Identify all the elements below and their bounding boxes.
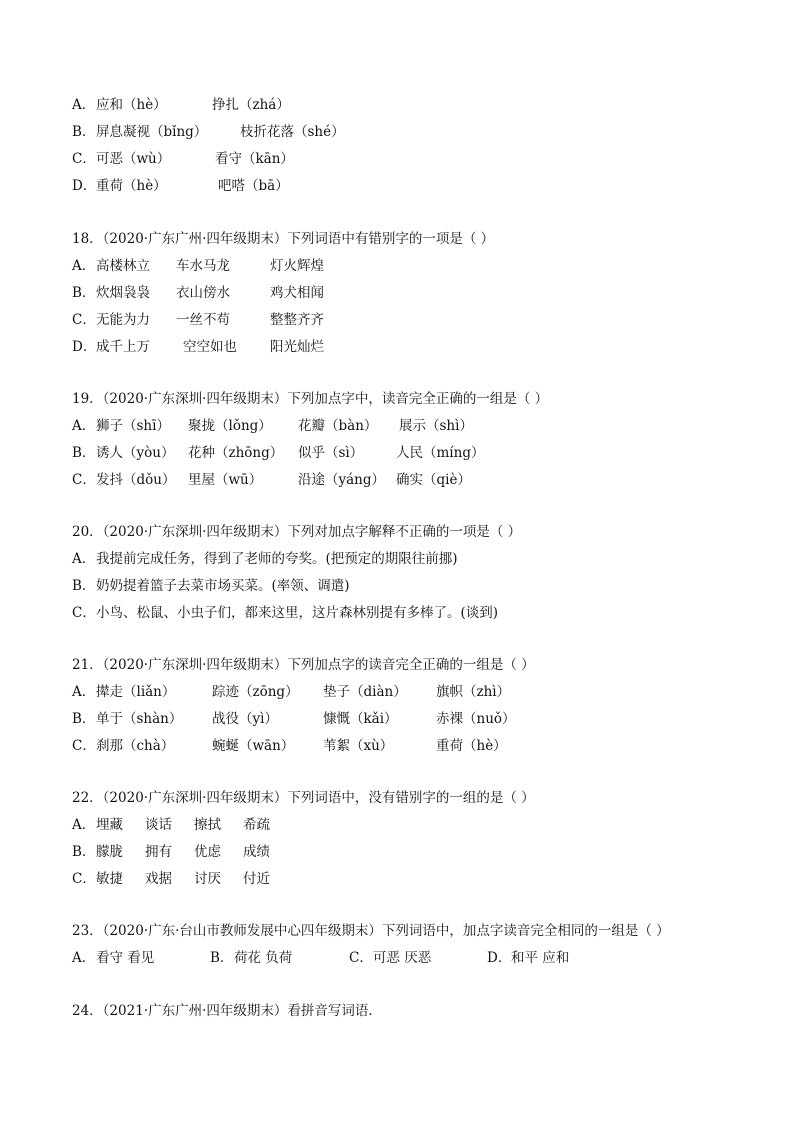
option-item: 赤裸（nuǒ）	[436, 711, 516, 727]
option-item: 展示（shì）	[399, 418, 473, 434]
option-item: 里屋（wū）	[188, 472, 263, 488]
q19-stem: 19．（2020·广东深圳·四年级期末）下列加点字中，读音完全正确的一组是（ ）	[72, 391, 549, 407]
option-text: 荷花 负荷	[234, 950, 293, 966]
option-label: A．	[72, 551, 96, 567]
option-item: 戏据	[145, 871, 172, 887]
option-label: D．	[487, 950, 512, 966]
option-item: 苇絮（xù）	[323, 738, 394, 754]
option-item: 付近	[243, 871, 270, 887]
option-item: 踪迹（zōng）	[212, 684, 299, 700]
option-item: 灯火辉煌	[270, 258, 324, 274]
option-item: 慷慨（kǎi）	[323, 711, 398, 727]
option-item: 车水马龙	[176, 258, 230, 274]
option-item: 重荷（hè）	[96, 178, 167, 194]
option-item: 朦胧	[96, 844, 123, 860]
option-item: 讨厌	[194, 871, 221, 887]
option-label: B．	[210, 950, 234, 966]
q23-stem: 23．（2020·广东·台山市教师发展中心四年级期末）下列词语中，加点字读音完全相同的一组是（ ）	[72, 923, 670, 939]
option-item: 枝折花落（shé）	[240, 124, 345, 140]
option-label: C．	[72, 472, 96, 488]
option-item: 谈话	[145, 817, 172, 833]
q18-stem: 18．（2020·广东广州·四年级期末）下列词语中有错别字的一项是（ ）	[72, 231, 495, 247]
option-item: 一丝不苟	[176, 312, 230, 328]
option-item: 垫子（diàn）	[323, 684, 407, 700]
option-label: A．	[72, 817, 96, 833]
option-label: A．	[72, 258, 96, 274]
option-label: A．	[72, 97, 96, 113]
option-item: 鸡犬相闻	[270, 285, 324, 301]
option-item: 确实（qiè）	[396, 472, 471, 488]
option-item: 聚拢（lǒng）	[188, 418, 272, 434]
option-label: B．	[72, 844, 96, 860]
option-item: 高楼林立	[96, 258, 150, 274]
option-label: B．	[72, 578, 96, 594]
option-item: 人民（míng）	[396, 445, 485, 461]
option-label: C．	[72, 738, 96, 754]
option-text: 奶奶提着篮子去菜市场买菜。(率领、调遣)	[96, 578, 350, 594]
option-item: 阳光灿烂	[270, 339, 324, 355]
option-item: 屏息凝视（bǐng）	[96, 124, 208, 140]
option-item: 衣山傍水	[176, 285, 230, 301]
option-item: 希疏	[243, 817, 270, 833]
option-item: 单于（shàn）	[96, 711, 183, 727]
option-item: 发抖（dǒu）	[96, 472, 176, 488]
option-label: C．	[72, 151, 96, 167]
option-item: 埋藏	[96, 817, 123, 833]
option-label: A．	[72, 684, 96, 700]
option-item: 敏捷	[96, 871, 123, 887]
option-item: 似乎（sì）	[298, 445, 364, 461]
option-item: 吧嗒（bā）	[218, 178, 289, 194]
option-text: 我提前完成任务，得到了老师的夸奖。(把预定的期限往前挪)	[96, 551, 458, 567]
option-label: C．	[349, 950, 373, 966]
option-label: C．	[72, 312, 96, 328]
option-item: 蜿蜒（wān）	[212, 738, 295, 754]
option-item: 成千上万	[96, 339, 150, 355]
option-label: A．	[72, 418, 96, 434]
option-item: 战役（yì）	[212, 711, 278, 727]
q20-stem: 20．（2020·广东深圳·四年级期末）下列对加点字解释不正确的一项是（ ）	[72, 524, 522, 540]
option-item: 空空如也	[183, 339, 237, 355]
option-item: 无能为力	[96, 312, 150, 328]
option-item: 拥有	[145, 844, 172, 860]
option-label: D．	[72, 178, 97, 194]
option-text: 看守 看见	[96, 950, 155, 966]
q22-stem: 22．（2020·广东深圳·四年级期末）下列词语中，没有错别字的一组的是（ ）	[72, 790, 535, 806]
option-label: C．	[72, 605, 96, 621]
option-item: 撵走（liǎn）	[96, 684, 176, 700]
option-item: 优虑	[194, 844, 221, 860]
option-item: 擦拭	[194, 817, 221, 833]
option-text: 和平 应和	[511, 950, 570, 966]
option-label: A．	[72, 950, 96, 966]
option-text: 可恶 厌恶	[373, 950, 432, 966]
option-text: 小鸟、松鼠、小虫子们，都来这里，这片森林别提有多棒了。(谈到)	[96, 605, 499, 621]
option-item: 沿途（yáng）	[298, 472, 386, 488]
option-label: B．	[72, 711, 96, 727]
option-item: 重荷（hè）	[436, 738, 507, 754]
option-item: 花种（zhōng）	[188, 445, 284, 461]
option-item: 花瓣（bàn）	[298, 418, 378, 434]
option-item: 看守（kān）	[215, 151, 294, 167]
q24-stem: 24．（2021·广东广州·四年级期末）看拼音写词语．	[72, 1003, 382, 1019]
option-item: 诱人（yòu）	[96, 445, 175, 461]
option-item: 旗帜（zhì）	[436, 684, 511, 700]
option-item: 刹那（chà）	[96, 738, 175, 754]
option-label: D．	[72, 339, 97, 355]
option-item: 炊烟袅袅	[96, 285, 150, 301]
option-label: C．	[72, 871, 96, 887]
option-item: 狮子（shī）	[96, 418, 170, 434]
option-item: 整整齐齐	[270, 312, 324, 328]
option-item: 成绩	[243, 844, 270, 860]
option-item: 应和（hè）	[96, 97, 167, 113]
option-item: 可恶（wù）	[96, 151, 171, 167]
option-label: B．	[72, 445, 96, 461]
q21-stem: 21．（2020·广东深圳·四年级期末）下列加点字的读音完全正确的一组是（ ）	[72, 657, 535, 673]
option-item: 挣扎（zhá）	[212, 97, 290, 113]
option-label: B．	[72, 285, 96, 301]
option-label: B．	[72, 124, 96, 140]
